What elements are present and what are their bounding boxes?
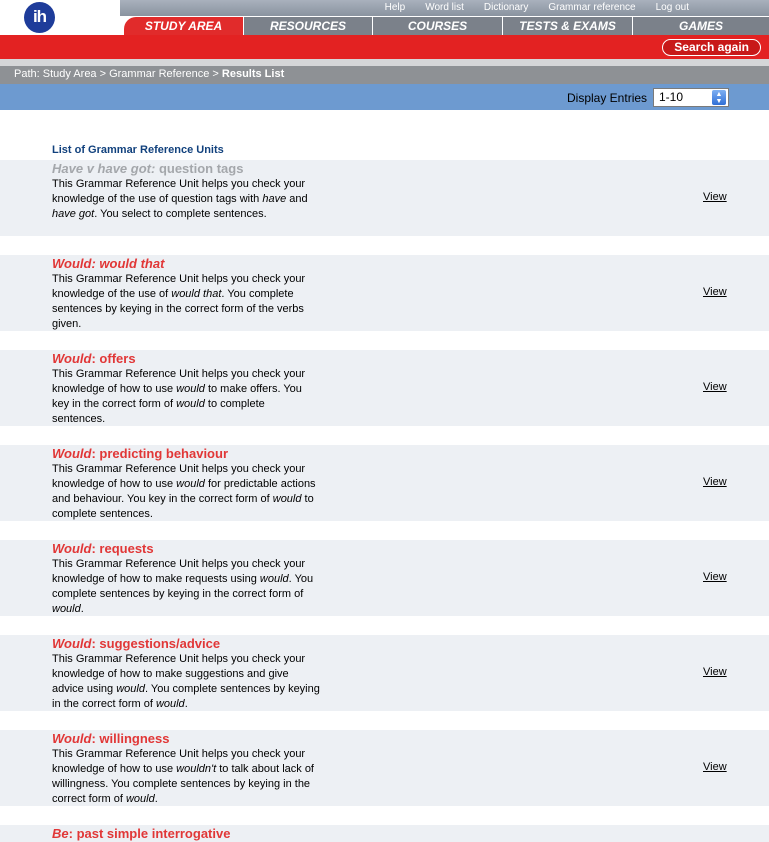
list-item [0, 635, 769, 711]
help-link[interactable]: Help [384, 2, 406, 13]
dictionary-link[interactable]: Dictionary [483, 2, 529, 13]
view-link[interactable]: View [703, 381, 727, 393]
view-link[interactable]: View [703, 666, 727, 678]
display-entries-value: 1-10 [659, 90, 684, 104]
unit-title-keyword: Would [52, 731, 92, 746]
view-link[interactable]: View [703, 476, 727, 488]
unit-title-keyword: Would [52, 636, 92, 651]
unit-title[interactable] [52, 161, 243, 176]
grammar-reference-link[interactable]: Grammar reference [548, 2, 636, 13]
unit-title-keyword: Would [52, 446, 92, 461]
tab-study-area[interactable]: STUDY AREA [124, 17, 243, 35]
list-item [0, 350, 769, 426]
unit-title-keyword: Would [52, 351, 92, 366]
list-title: List of Grammar Reference Units [52, 144, 224, 156]
tab-courses[interactable]: COURSES [372, 17, 502, 35]
unit-description: This Grammar Reference Unit helps you check your knowledge of how to use would for predictable actions and behaviour. You key in the correct form of would to complete sentences. [52, 463, 316, 520]
unit-title-keyword: Be [52, 826, 69, 841]
unit-title-topic: : willingness [91, 731, 170, 746]
unit-title-topic: : suggestions/advice [91, 636, 221, 651]
divider [0, 59, 769, 66]
list-item [0, 255, 769, 331]
ih-logo[interactable]: ih [24, 2, 55, 33]
log-out-link[interactable]: Log out [655, 2, 689, 13]
unit-title-topic: : offers [91, 351, 136, 366]
utility-links [375, 1, 699, 14]
display-entries-label: Display Entries [567, 91, 648, 105]
tab-games[interactable]: GAMES [632, 17, 769, 35]
unit-title-keyword: Have v have got: [52, 161, 156, 176]
unit-title[interactable] [52, 826, 230, 841]
word-list-link[interactable]: Word list [425, 2, 464, 13]
list-item [0, 730, 769, 806]
unit-title[interactable] [52, 446, 228, 461]
tab-tests-exams[interactable]: TESTS & EXAMS [502, 17, 632, 35]
unit-title-topic: : requests [91, 541, 154, 556]
list-item [0, 160, 769, 236]
unit-title[interactable] [52, 256, 164, 271]
unit-title[interactable] [52, 636, 220, 651]
unit-description: This Grammar Reference Unit helps you check your knowledge of how to make suggestions and give advice using would. You complete sentences by keying in the correct form of would. [52, 653, 320, 710]
list-item [0, 540, 769, 616]
unit-description: This Grammar Reference Unit helps you check your knowledge of the use of would that. You complete sentences by keying in the correct form of the verbs given. [52, 273, 306, 330]
unit-title-keyword: Would: would that [52, 256, 165, 271]
unit-title[interactable] [52, 351, 136, 366]
search-again-button[interactable]: Search again [662, 39, 761, 56]
list-item [0, 445, 769, 521]
unit-title-keyword: Would [52, 541, 92, 556]
display-entries-select[interactable] [653, 88, 729, 107]
site-header [0, 0, 769, 35]
view-link[interactable]: View [703, 286, 727, 298]
tab-resources[interactable]: RESOURCES [243, 17, 372, 35]
select-arrows-icon: ▲ ▼ [712, 90, 726, 105]
unit-description: This Grammar Reference Unit helps you check your knowledge of the use of question tags with have and have got. You select to complete sentences. [52, 178, 308, 220]
unit-description: This Grammar Reference Unit helps you check your knowledge of how to use wouldn't to talk about lack of willingness. You complete sentences by keying in the correct form of would. [52, 748, 314, 805]
main-nav [124, 17, 769, 35]
view-link[interactable]: View [703, 571, 727, 583]
list-item [0, 825, 769, 842]
unit-description: This Grammar Reference Unit helps you check your knowledge of how to use would to make offers. You key in the correct form of would to complete sentences. [52, 368, 306, 425]
unit-title[interactable] [52, 731, 170, 746]
breadcrumb-path[interactable]: Path: Study Area > Grammar Reference > [14, 68, 222, 80]
unit-title-topic: : past simple interrogative [68, 826, 231, 841]
view-link[interactable]: View [703, 761, 727, 773]
view-link[interactable]: View [703, 191, 727, 203]
breadcrumb [0, 66, 769, 84]
unit-description: This Grammar Reference Unit helps you check your knowledge of how to make requests using would. You complete sentences by keying in the correct form of would. [52, 558, 314, 615]
unit-title-topic: : predicting behaviour [91, 446, 228, 461]
unit-title[interactable] [52, 541, 154, 556]
breadcrumb-current: Results List [221, 68, 285, 80]
unit-title-topic: question tags [155, 161, 244, 176]
red-banner [0, 35, 769, 59]
